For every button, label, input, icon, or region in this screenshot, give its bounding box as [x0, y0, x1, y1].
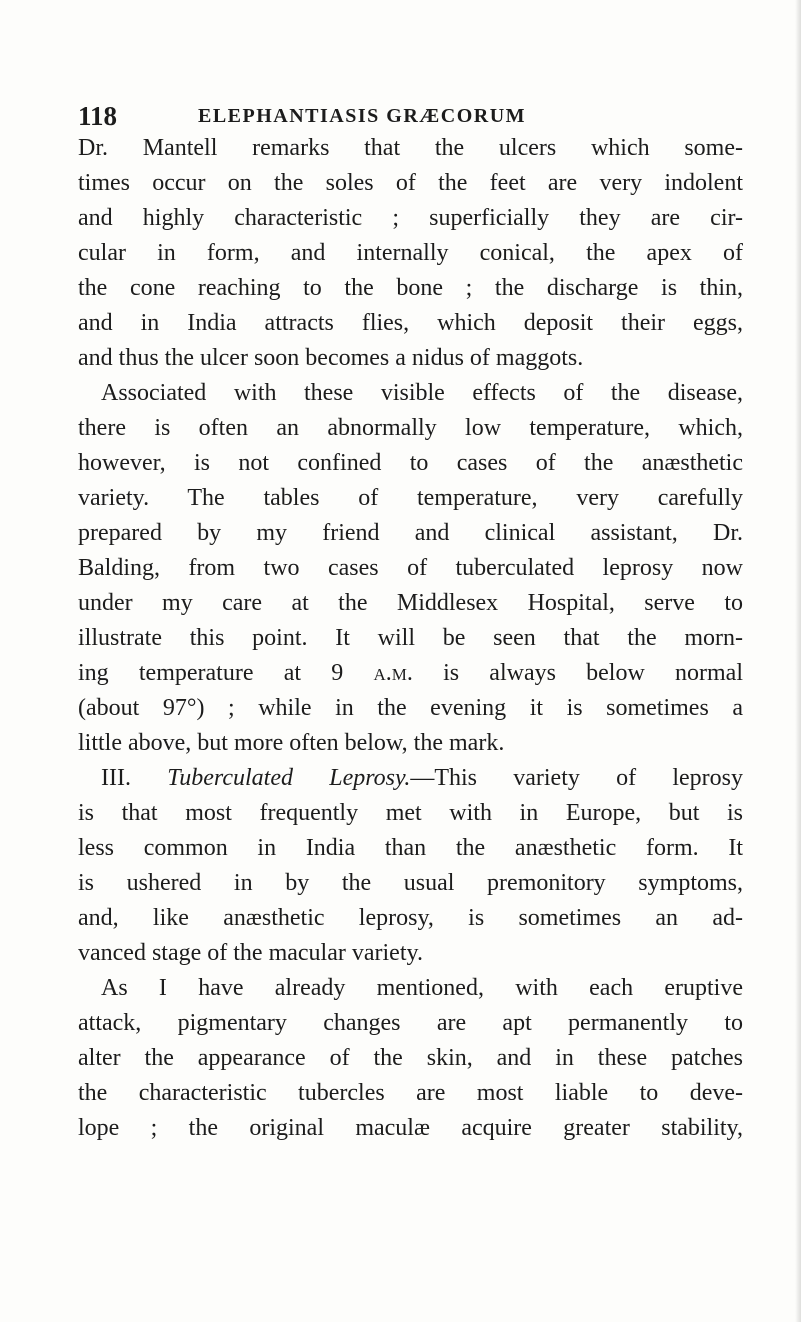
paragraph-start-line: As I have already mentioned, with each eruptive	[101, 975, 743, 1001]
text-line: Balding, from two cases of tuberculated leprosy now	[78, 555, 743, 581]
text-line: prepared by my friend and clinical assistant, Dr.	[78, 520, 743, 546]
text-line: variety. The tables of temperature, very carefully	[78, 485, 743, 511]
text-line: vanced stage of the macular variety.	[78, 940, 423, 966]
text-segment: is always below normal	[443, 660, 744, 686]
section-heading: Tuberculated Leprosy.	[167, 765, 411, 791]
text-line: cular in form, and internally conical, the apex of	[78, 240, 743, 266]
running-head: ELEPHANTIASIS GRÆCORUM	[198, 105, 527, 127]
text-line	[78, 656, 743, 691]
text-line: the characteristic tubercles are most liable to deve-	[78, 1080, 743, 1106]
text-line: little above, but more often below, the mark.	[78, 730, 505, 756]
text-line: under my care at the Middlesex Hospital, serve to	[78, 590, 743, 616]
text-segment: ing temperature at 9	[78, 660, 344, 686]
text-line: lope ; the original maculæ acquire greater stability,	[78, 1115, 743, 1141]
section-number: III.	[101, 765, 131, 791]
page-edge-shadow	[795, 0, 801, 1322]
body-text	[78, 131, 743, 1146]
text-line: and, like anæsthetic leprosy, is sometimes an ad-	[78, 905, 743, 931]
text-line: and thus the ulcer soon becomes a nidus of maggots.	[78, 345, 584, 371]
text-line: the cone reaching to the bone ; the discharge is thin,	[78, 275, 743, 301]
page-number: 118	[78, 101, 118, 131]
text-line: alter the appearance of the skin, and in these patches	[78, 1045, 743, 1071]
page-header	[78, 96, 738, 136]
text-line: less common in India than the anæsthetic form. It	[78, 835, 743, 861]
text-line: is that most frequently met with in Europe, but is	[78, 800, 743, 826]
text-line: however, is not confined to cases of the anæsthetic	[78, 450, 743, 476]
text-line: is ushered in by the usual premonitory symptoms,	[78, 870, 743, 896]
text-line: Dr. Mantell remarks that the ulcers which some-	[78, 135, 743, 161]
time-abbreviation: a.m.	[373, 660, 413, 686]
text-line: there is often an abnormally low temperature, which,	[78, 415, 743, 441]
text-line: attack, pigmentary changes are apt permanently to	[78, 1010, 743, 1036]
paragraph-start-line: Associated with these visible effects of the disease,	[101, 380, 743, 406]
text-line: and highly characteristic ; superficially they are cir-	[78, 205, 743, 231]
text-line: and in India attracts flies, which deposit their eggs,	[78, 310, 743, 336]
text-line: (about 97°) ; while in the evening it is sometimes a	[78, 695, 743, 721]
text-line: times occur on the soles of the feet are very indolent	[78, 170, 743, 196]
section-start-line	[78, 761, 743, 796]
text-line: illustrate this point. It will be seen that the morn-	[78, 625, 743, 651]
text-segment: —This variety of leprosy	[410, 765, 743, 791]
